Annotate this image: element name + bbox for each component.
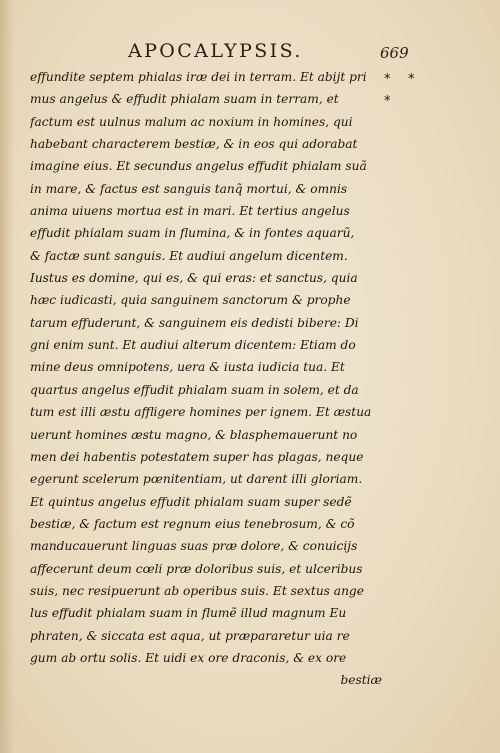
- margin-asterisk: *: [384, 72, 391, 87]
- text-line: habebant characterem bestiæ, & in eos qui adorabat: [30, 137, 358, 152]
- text-line: men dei habentis potestatem super has plagas, neque: [30, 449, 364, 464]
- text-line: tum est illi æstu affligere homines per ignem. Et æstua: [30, 405, 372, 420]
- text-line: gni enim sunt. Et audiui alterum dicentem: Etiam do: [30, 338, 356, 353]
- text-line: & factæ sunt sanguis. Et audiui angelum dicentem.: [30, 248, 348, 263]
- text-line: affecerunt deum cœli præ doloribus suis, et ulceribus: [30, 561, 363, 576]
- text-line: uerunt homines æstu magno, & blasphemauerunt no: [30, 427, 358, 442]
- text-line: in mare, & factus est sanguis tanq̃ mortui, & omnis: [30, 181, 348, 196]
- text-line: Et quintus angelus effudit phialam suam super sedẽ: [30, 494, 352, 509]
- text-line: mus angelus & effudit phialam suam in terram, et: [30, 92, 339, 107]
- text-line: anima uiuens mortua est in mari. Et tertius angelus: [30, 204, 350, 219]
- text-line: bestiæ, & factum est regnum eius tenebrosum, & cõ: [30, 516, 355, 531]
- text-block: [30, 66, 382, 692]
- text-line: gum ab ortu solis. Et uidi ex ore draconis, & ex ore: [30, 650, 347, 665]
- margin-marks: [384, 68, 424, 112]
- text-line: mine deus omnipotens, uera & iusta iudicia tua. Et: [30, 360, 345, 375]
- text-line: imagine eius. Et secundus angelus effudit phialam suã: [30, 159, 367, 174]
- text-line: phraten, & siccata est aqua, ut præpararetur uia re: [30, 628, 350, 643]
- running-header-title: APOCALYPSIS.: [128, 40, 303, 62]
- text-line: hæc iudicasti, quia sanguinem sanctorum & prophe: [30, 293, 351, 308]
- text-line: quartus angelus effudit phialam suam in solem, et da: [30, 382, 359, 397]
- margin-asterisk: *: [384, 94, 391, 109]
- text-line: manducauerunt linguas suas præ dolore, & conuicijs: [30, 539, 358, 554]
- page-number: 669: [380, 44, 409, 62]
- text-line: effundite septem phialas iræ dei in terram. Et abijt pri: [30, 70, 367, 84]
- text-line: lus effudit phialam suam in flumẽ illud magnum Eu: [30, 606, 347, 621]
- text-line: egerunt scelerum pœnitentiam, ut darent illi gloriam.: [30, 472, 363, 487]
- catchword: bestiæ: [340, 673, 382, 688]
- text-line: tarum effuderunt, & sanguinem eis dedisti bibere: Di: [30, 315, 359, 330]
- text-line: Iustus es domine, qui es, & qui eras: et sanctus, quia: [30, 271, 358, 286]
- text-line: effudit phialam suam in flumina, & in fontes aquarũ,: [30, 226, 355, 241]
- margin-asterisk: *: [408, 72, 415, 87]
- text-line: suis, nec resipuerunt ab operibus suis. Et sextus ange: [30, 583, 364, 598]
- text-line: factum est uulnus malum ac noxium in homines, qui: [30, 114, 353, 129]
